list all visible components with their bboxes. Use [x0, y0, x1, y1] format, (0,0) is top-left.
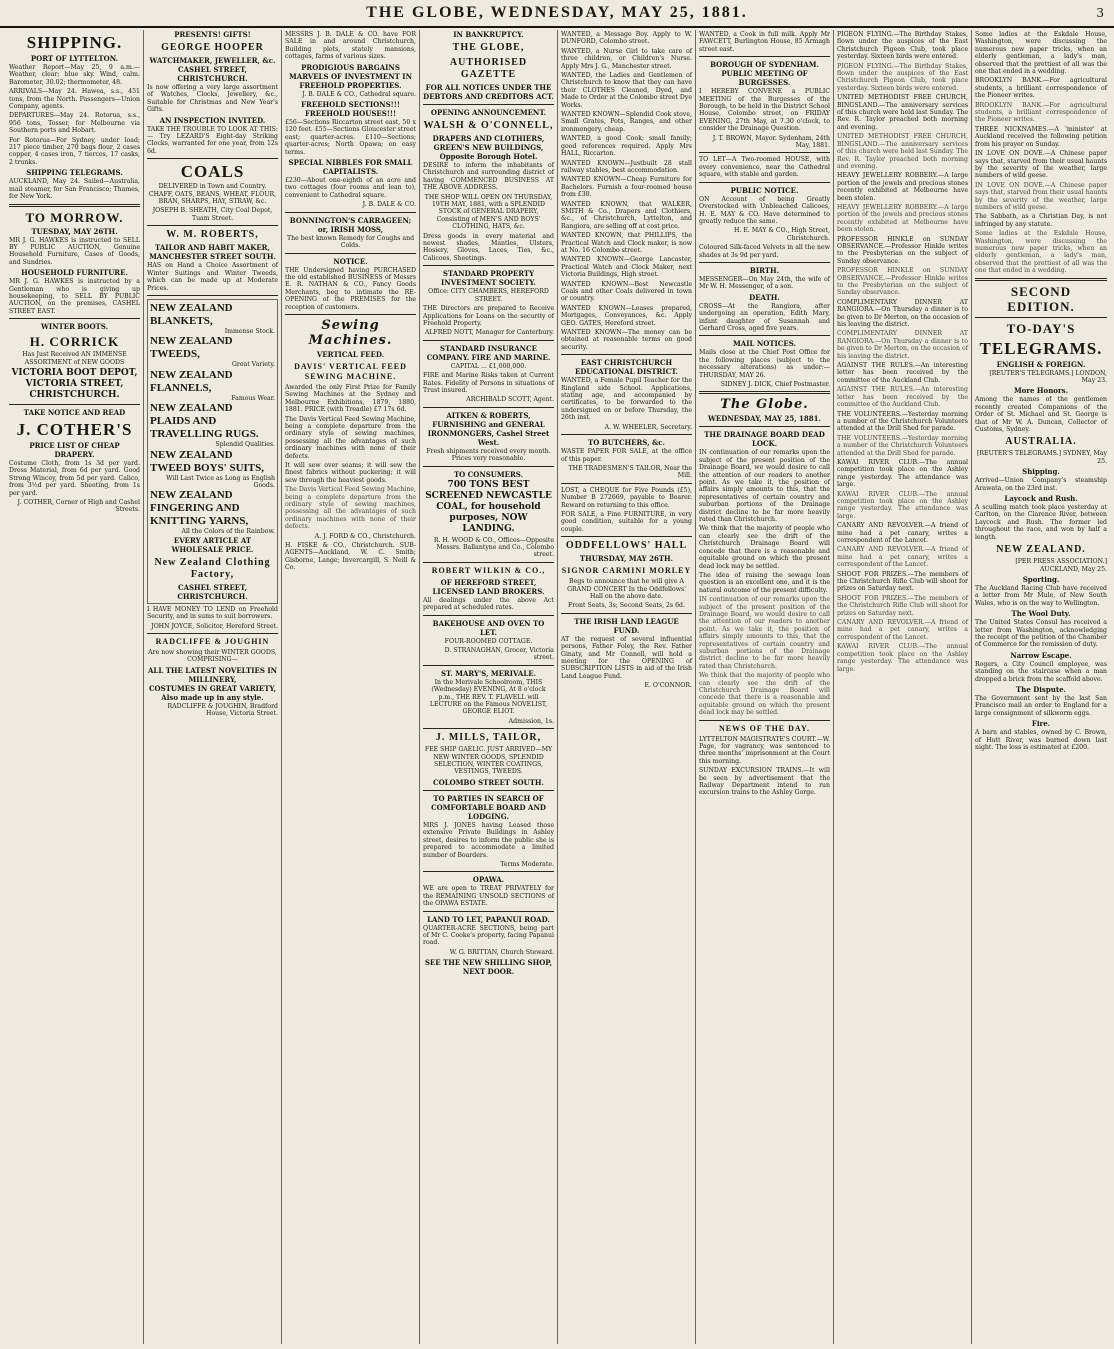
- nz-tweeds: NEW ZEALAND TWEEDS,: [150, 335, 233, 361]
- news-volunteers-cont: THE VOLUNTEERS.—Yesterday morning a number of the Christchurch Volunteers attended at the Drill Shed for parade.: [837, 434, 968, 457]
- silkworm-text: The Government sent by the last San Francisco mail an order to England for a large consignment of silkworm eggs.: [975, 694, 1107, 717]
- sporting-heading: Sporting.: [1022, 574, 1060, 584]
- radcliffe-heading: RADCLIFFE & JOUGHIN: [155, 636, 270, 646]
- news-methodist: UNITED METHODIST FREE CHURCH, BINGSLAND.—The anniversary services of this church were held last Sunday. The Rev. R. Taylor preached both morning and evening.: [837, 94, 968, 131]
- divider: [423, 728, 554, 729]
- insurance-text: FIRE and Marine Risks taken at Current Rates. Fidelity of Persons in situations of Trust insured.: [423, 372, 554, 394]
- consumers-heading: TO CONSUMERS.: [453, 469, 524, 479]
- nz-flannels: NEW ZEALAND FLANNELS,: [150, 368, 233, 394]
- teacher-wanted: WANTED, a Female Pupil Teacher for the Ringland side School. Applications, stating age, and accompanied by certificates, to be forwarded to the undersigned on or before Thursday, the 26th inst.: [561, 377, 692, 422]
- news-item-1: LYTTELTON MAGISTRATE'S COURT.—W. Page, for vagrancy, was sentenced to three months' imprisonment at the Court this morning.: [699, 735, 830, 765]
- walsh-text: DESIRE to inform the inhabitants of Christchurch and surrounding district of having COMMENCED BUSINESS AT THE ABOVE ADDRESS.: [423, 162, 554, 192]
- wool-duty-heading: The Wool Duty.: [1011, 609, 1071, 619]
- auction-text: MR J. G. HAWKES is instructed to SELL BY PUBLIC AUCTION, Genuine Household Furniture, Cases of Goods, and Sundries.: [9, 236, 140, 266]
- wanted-ad: WANTED KNOWN, that WALKER, SMITH & Co., Drapers and Clothiers, &c., of Christchurch, Lyttelton, and Rangiora, are selling off at cost price.: [561, 200, 692, 230]
- cother-price-list: Costume Cloth, from 1s 3d per yard. Dress Material, from 6d per yard. Good Strong Wincey, from 5d per yard. Calico, from 3½d per yard. Sheeting, from 1s per yard.: [9, 459, 140, 497]
- divider: [561, 434, 692, 435]
- sydenham-heading: BOROUGH OF SYDENHAM.: [710, 60, 819, 70]
- nz-plaids: NEW ZEALAND PLAIDS AND TRAVELLING RUGS.: [150, 402, 259, 441]
- reuter-sydney: [REUTER'S TELEGRAMS.] SYDNEY, May 25.: [976, 450, 1107, 465]
- shipping-heading: SHIPPING.: [26, 33, 123, 52]
- news-shoot-cont-2: CANARY AND REVOLVER.—A friend of mine had a pet canary, writes a correspondent of the Lancet.: [837, 619, 968, 641]
- sporting-text: The Auckland Racing Club have received a letter from Mr Mule, of New South Wales, who is on the way to Wellington.: [975, 584, 1107, 607]
- standard-property-heading: STANDARD PROPERTY INVESTMENT SOCIETY.: [441, 269, 536, 288]
- lost-cheque: LOST, a CHEQUE for Five Pounds (£5), Number B 272669, payable to Bearer. Reward on returning to this office.: [561, 486, 692, 509]
- news-dinner-cont: COMPLIMENTARY DINNER AT RANGIORA.—On Thursday a dinner is to be given to Dr Merton, on the occasion of his leaving the district.: [837, 330, 968, 360]
- new-zealand-heading: NEW ZEALAND.: [996, 544, 1086, 556]
- land-to-let-text: QUARTER-ACRE SECTIONS, being part of Mr C. Cooke's property, facing Papanui road.: [423, 924, 554, 947]
- cow-wanted: WANTED, a Cook in full milk. Apply Mr FAWCETT, Burlington House, 85 Armagh street east.: [699, 31, 830, 53]
- velvets-text: Coloured Silk-faced Velvets in all the new shades at 3s 9d per yard.: [699, 244, 830, 259]
- wanted-list: [561, 31, 692, 351]
- news-methodist-cont: UNITED METHODIST FREE CHURCH, BINGSLAND.—The anniversary services of this church were held last Sunday. The Rev. R. Taylor preached both morning and evening.: [837, 133, 968, 170]
- nz-boys-suits: NEW ZEALAND TWEED BOYS' SUITS,: [150, 448, 265, 474]
- wanted-ad: WANTED, a Nurse Girl to take care of three children, or Children's Nurse. Apply Mrs J. G., Manchester street.: [561, 47, 692, 70]
- port-heading: PORT OF LYTTELTON.: [30, 54, 119, 63]
- wanted-ad: WANTED, a Message Boy. Apply to W. DUNFORD, Colombo street.: [561, 31, 692, 46]
- tomorrow-heading: TO MORROW.: [25, 209, 124, 225]
- freehold-sections: FREEHOLD SECTIONS!!!: [301, 100, 400, 110]
- arrivals: ARRIVALS—May 24. Hawea, s.s., 451 tons, from the North. Passengers—Union Company, agents.: [9, 88, 140, 111]
- household-text: MR J. G. HAWKES is instructed by a Gentleman who is giving up housekeeping, to SELL BY PUBLIC AUCTION, on the premises, CASHEL STREET EAST.: [9, 278, 140, 315]
- oddfellows-heading: ODDFELLOWS' HALL: [565, 540, 688, 552]
- land-league-heading: THE IRISH LAND LEAGUE FUND.: [574, 616, 679, 635]
- coal-tons: 700 TONS BEST SCREENED NEWCASTLE COAL, for household purposes, NOW LANDING.: [425, 479, 552, 534]
- divider: [147, 295, 278, 296]
- shipping-text: For Rotorua—For Sydney, under load; 217 piece timber, 270 bags flour, 2 cases copper, 4 cases iron, 7 tierces, 17 casks, 2 trunks.: [9, 136, 140, 166]
- laycock-heading: Laycock and Rush.: [1004, 494, 1078, 504]
- corrick-heading: H. CORRICK: [29, 334, 120, 350]
- for-sale: FOR SALE, a Fine FURNITURE, in very good condition, suitable for a young couple.: [561, 510, 692, 533]
- opawa-text: WE are open to TREAT PRIVATELY for the REMAINING UNSOLD SECTIONS of the OPAWA ESTATE.: [423, 885, 554, 908]
- globe-masthead: The Globe.: [720, 397, 809, 413]
- newspaper-title: THE GLOBE, WEDNESDAY, MAY 25, 1881.: [366, 4, 748, 21]
- divider: [9, 404, 140, 405]
- news-heading: NEWS OF THE DAY.: [719, 723, 810, 733]
- narrow-escape-text: Rogers, a City Council employee, was standing on the staircase when a man dropped a brick from the scaffold above.: [975, 660, 1107, 683]
- shipping-telegrams-heading: SHIPPING TELEGRAMS.: [26, 168, 123, 178]
- divider: [561, 483, 692, 484]
- news-nicknames: THREE NICKNAMES.—A 'minister' at Auckland received the following petition from his prayer on Sunday.: [975, 125, 1107, 148]
- mills-heading: J. MILLS, TAILOR,: [435, 732, 542, 744]
- mills-text: FEE SHIP GAELIC. JUST ARRIVED—MY NEW WINTER GOODS, SPLENDID SELECTION, WINTER COATINGS, VESTINGS, TWEEDS.: [424, 746, 553, 776]
- fire-heading: Fire.: [1031, 719, 1051, 729]
- filler-text: The Davis Vertical Feed Sewing Machine, being a complete departure from the ordinary style of sewing machines, possessing all the advantages of such ordinary machines with none of their defects.: [285, 486, 416, 531]
- news-pigeon: PIGEON FLYING.—The Birthday Stakes, flown under the auspices of the East Christchurch Pigeon Club, took place yesterday. Sixteen birds were entered.: [837, 31, 968, 61]
- sections-list: £56—Sections Riccarton street east, 50 x 120 feet. £55—Sections Gloucester street east; quarter-acres. £110—Sections; quarter-acres; North Opawa; on easy terms.: [285, 119, 416, 156]
- money-to-lend: I HAVE MONEY TO LEND on Freehold Security, and in sums to suit borrowers.: [147, 605, 278, 621]
- news-sabbath: The Sabbath, as a Christian Day, is not infringed by any statute.: [975, 213, 1107, 228]
- news-shoot: SHOOT FOR PRIZES.—The members of the Christchurch Rifle Club will shoot for prizes on Saturday next.: [837, 570, 968, 593]
- dale-signature-2: J. B. DALE & CO.: [362, 201, 416, 209]
- hooper-heading: GEORGE HOOPER: [161, 42, 264, 53]
- divider: [423, 340, 554, 341]
- news-rules: AGAINST THE RULES.—An interesting letter has been received by the committee of the Auckland Club.: [837, 362, 968, 384]
- tradesmen-tailor: THE TRADESMEN'S TAILOR, Near the Mill.: [568, 464, 692, 480]
- divider: [423, 615, 554, 616]
- davis-features-extra: [285, 486, 416, 530]
- news-canary-cont: CANARY AND REVOLVER.—A friend of mine had a pet canary, writes a correspondent of the Lancet.: [837, 546, 968, 569]
- roberts-subheading: TAILOR AND HABIT MAKER, MANCHESTER STREET SOUTH.: [149, 243, 276, 262]
- house-to-let: TO LET—A Two-roomed HOUSE, with every convenience, near the Cathedral square, with stable and garden.: [699, 156, 830, 179]
- editorial-cont-2: We think that the majority of people who can clearly see the drift of the Christchurch Drainage Board will concede that there is a reasonable and equitable ground on which the present dead lock may be settled.: [699, 672, 830, 717]
- brittan-signature: W. G. BRITTAN, Church Steward.: [449, 948, 554, 956]
- shipping-telegram: Arrived—Union Company's steamship Arawata, on the 23rd inst.: [975, 477, 1107, 492]
- wanted-ad: WANTED KNOWN—Best Newcastle Coals and other Coals delivered in town or country.: [561, 280, 692, 303]
- gazette-heading: AUTHORISED GAZETTE: [449, 57, 528, 80]
- wanted-ad: WANTED KNOWN—Splendid Cook stove, Small Grates, Pots, Ranges, and other ironmongery, cheap.: [561, 111, 692, 133]
- nz-flannels-note: Famous Wear.: [231, 394, 275, 402]
- wanted-ad: WANTED, a good Cook; small family; good references required. Apply Mrs HALL, Riccarton.: [561, 135, 692, 158]
- divider: [147, 633, 278, 634]
- lecture-text: In the Merivale Schoolroom, THIS (Wednesday) EVENING, At 8 o'clock p.m., THE REV. T. FLAVELL will LECTURE on the Famous NOVELIST, GEORGE ELIOT.: [429, 678, 548, 716]
- wanted-ad: WANTED KNOWN—The money can be obtained at reasonable terms on good security.: [561, 329, 692, 351]
- news-volunteers: THE VOLUNTEERS.—Yesterday morning a number of the Christchurch Volunteers attended at the Drill Shed for parade.: [837, 410, 968, 433]
- hooper-address: CASHEL STREET, CHRISTCHURCH.: [177, 65, 248, 83]
- divider: [561, 354, 692, 355]
- divider: [423, 665, 554, 666]
- second-edition-heading: SECOND EDITION.: [1007, 283, 1075, 314]
- column-5: [558, 30, 696, 1344]
- shipping-telegrams-text: AUCKLAND, May 24. Sailed—Australia, mail steamer, for San Francisco; Thames, for New York.: [9, 178, 140, 201]
- winter-boots-heading: WINTER BOOTS.: [40, 322, 109, 332]
- divider: [285, 314, 416, 315]
- public-notice-text: ON Account of being Greatly Overstocked with Unbleached Calicoes, H. E. MAY & CO. Have determined to greatly reduce the same.: [699, 195, 830, 225]
- news-kawai: KAWAI RIVER CLUB.—The annual competition took place on the Ashley range yesterday. The attendance was large.: [837, 458, 968, 489]
- divider: [561, 613, 692, 614]
- bakehouse-heading: BAKEHOUSE AND OVEN TO LET.: [432, 618, 545, 637]
- mail-notices-heading: MAIL NOTICES.: [733, 339, 796, 349]
- nz-tweeds-note: Great Variety.: [231, 361, 275, 369]
- household-heading: HOUSEHOLD FURNITURE.: [21, 268, 128, 278]
- news-ladies: Some ladies at the Eskdale House, Washington, were discussing the numerous new paper tricks, when an elderly gentleman, a lady's man, observed that the prettiest of all was the one that ended in a wedding.: [975, 31, 1107, 76]
- standard-property-text: THE Directors are prepared to Receive Applications for Loans on the security of Freehold Property.: [423, 305, 554, 327]
- shipping-subheading: Shipping.: [1022, 467, 1060, 477]
- wilkin-text: All dealings under the above Act prepared at scheduled rates.: [423, 596, 554, 612]
- dick-signature: SIDNEY J. DICK, Chief Postmaster.: [720, 381, 830, 388]
- divider: [423, 562, 554, 563]
- editorial-cont-1: IN continuation of our remarks upon the subject of the present position of the Drainage Board, we would desire to call the attention of our readers to another point. As we take it, the position of affairs simply amounts to this, that the representatives of certain country and suburban portions of the Drainage district decline to be far more heavily rated than Christchurch.: [699, 596, 830, 670]
- inspection-invited: AN INSPECTION INVITED.: [159, 115, 266, 125]
- news-shoot-cont-3: KAWAI RIVER CLUB.—The annual competition took place on the Ashley range yesterday. The attendance was large.: [837, 643, 968, 673]
- news-hinkle: PROFESSOR HINKLE on SUNDAY OBSERVANCE.—Professor Hinkle writes to the Presbyterian on the subject of Sunday observance.: [837, 235, 968, 265]
- divider: [975, 278, 1107, 281]
- todays-heading: TO-DAY'S: [1006, 320, 1076, 336]
- news-robbery: HEAVY JEWELLERY ROBBERY.—A large portion of the jewels and precious stones recently exhibited at Melbourne have been stolen.: [837, 172, 968, 202]
- mail-text: Mails close at the Chief Post Office for the following places (subject to the necessary alterations) as under:— THURSDAY, MAY 26.: [699, 349, 830, 379]
- news-shoot-cont: SHOOT FOR PRIZES.—The members of the Christchurch Rifle Club will shoot for prizes on Saturday next.: [837, 594, 968, 617]
- radcliffe-text: Are now showing their WINTER GOODS, COMPRISING—: [148, 648, 277, 664]
- column-3: [282, 30, 420, 1344]
- news-kawai-cont: KAWAI RIVER CLUB.—The annual competition took place on the Ashley range yesterday. The attendance was large.: [837, 490, 968, 520]
- telegrams-heading: TELEGRAMS.: [979, 338, 1103, 358]
- nz-boys-suits-note: Will Last Twice as Long as English Goods.: [166, 474, 275, 489]
- wilkin-heading: ROBERT WILKIN & CO.,: [431, 565, 546, 575]
- victoria-boot-depot: VICTORIA BOOT DEPOT, VICTORIA STREET, CHRISTCHURCH.: [11, 367, 138, 400]
- divider: [285, 212, 416, 213]
- divider: [423, 104, 554, 105]
- roberts-heading: W. M. ROBERTS,: [166, 229, 259, 241]
- wood-signature: R. H. WOOD & CO., Offices—Opposite Messrs. Ballantyne and Co., Colombo street.: [433, 536, 554, 559]
- cother-heading: J. COTHER'S: [16, 419, 133, 439]
- scott-signature: ARCHIBALD SCOTT, Agent.: [466, 396, 554, 404]
- editorial-p3: The idea of raising the sewage loan question is an excellent one, and it is the natural outcome of the present difficulty.: [699, 571, 830, 594]
- news-hinkle-cont: PROFESSOR HINKLE on SUNDAY OBSERVANCE.—Professor Hinkle writes to the Presbyterian on the subject of Sunday observance.: [837, 267, 968, 297]
- column-2: [144, 30, 282, 1344]
- nz-blankets: NEW ZEALAND BLANKETS,: [150, 301, 233, 327]
- roberts-text: HAS on Hand a Choice Assortment of Winter Suitings and Winter Tweeds, which can be made up at Moderate Prices.: [147, 262, 278, 292]
- public-meeting-heading: PUBLIC MEETING OF BURGESSES.: [721, 69, 808, 88]
- death-text: CROSS—At the Rangiora, after undergoing an operation, Edith Mary, infant daughter of Susannah and Gerhard Cross, aged five years.: [699, 302, 830, 332]
- latest-novelties: ALL THE LATEST NOVELTIES IN MILLINERY,: [148, 665, 277, 684]
- joyce-signature: JOHN JOYCE, Solicitor, Hereford Street.: [151, 622, 278, 630]
- wheeler-signature: A. W. WHEELER, Secretary.: [604, 423, 692, 431]
- every-article: EVERY ARTICLE AT WHOLESALE PRICE.: [171, 535, 254, 554]
- shop-opening: THE SHOP WILL OPEN ON THURSDAY, 19TH MAY, 1881, with a SPLENDID STOCK of GENERAL DRAPERY, Consisting of MEN'S AND BOYS' CLOTHING, HATS, &c.: [424, 193, 553, 231]
- sewing-machines-heading: Sewing Machines.: [308, 317, 393, 348]
- column-4: [420, 30, 558, 1344]
- divider: [699, 391, 830, 394]
- tomorrow-date: TUESDAY, MAY 26TH.: [31, 226, 118, 236]
- more-honors-text: Among the names of the gentlemen recently created Companions of the Order of St. Michael and St. George is that of Mr W. A. Duncan, Collector of Customs, Sydney.: [975, 396, 1107, 434]
- aitken-heading: AITKEN & ROBERTS, FURNISHING and GENERAL IRONMONGERS, Cashel Street West.: [427, 410, 550, 447]
- english-foreign-heading: ENGLISH & FOREIGN.: [996, 359, 1086, 369]
- newspaper-columns: [6, 30, 1110, 1344]
- standard-insurance-heading: STANDARD INSURANCE COMPANY. FIRE AND MARINE.: [426, 343, 551, 362]
- news-bank: BROOKLYN BANK.—For agricultural students, a brilliant correspondence of the Pioneer writes.: [975, 77, 1107, 100]
- cother-subheading: PRICE LIST OF CHEAP DRAPERY.: [29, 440, 120, 459]
- marvels-of-investment: MARVELS OF INVESTMENT IN FREEHOLD PROPERTIES.: [289, 71, 412, 90]
- davis-features: It will sew over seams; it will sew the finest fabrics without puckering; it will sew through the heaviest goods.: [285, 462, 416, 484]
- st-marys-heading: ST. MARY'S, MERIVALE.: [440, 668, 537, 678]
- silkworm-heading: The Dispute.: [1016, 684, 1066, 694]
- wanted-ad: WANTED, the Ladies and Gentlemen of Christchurch to know that they can have their CLOTHES Cleaned, Dyed, and Made to Order at the Colombo street Dye Works.: [561, 72, 692, 109]
- aitken-text: Fresh shipments received every month. Prices very reasonable.: [426, 447, 551, 463]
- drainage-heading: THE DRAINAGE BOARD DEAD LOCK.: [704, 430, 825, 449]
- hooper-text: Is now offering a very large assortment of Watches, Clocks, Jewellery, &c., Suitable for Christmas and New Year's Gifts.: [147, 84, 278, 114]
- notice-heading: NOTICE.: [333, 256, 368, 266]
- departures: DEPARTURES—May 24. Rotorua, s.s., 956 tons, Tosser, for Melbourne via Southern ports and Hobart.: [9, 112, 140, 135]
- radcliffe-signature: RADCLIFFE & JOUGHIN, Bradford House, Victoria Street.: [167, 702, 278, 718]
- opawa-heading: OPAWA.: [472, 875, 505, 885]
- land-league-text: AT the request of several influential persons, Father Foley, the Rev. Father Ginaty, and Mr Connell, will hold a meeting for the OPENING of SUBSCRIPTION LISTS in aid of the Irish Land League Fund.: [561, 635, 692, 680]
- public-notice-heading: PUBLIC NOTICE.: [730, 185, 799, 195]
- board-text: MRS J. JONES having Leased those extensive Private Buildings in Ashley street, desires to inform the public she is prepared to accommodate a limited number of Boarders.: [423, 821, 554, 859]
- divider: [699, 720, 830, 721]
- concert-text: Begs to announce that he will give A GRAND CONCERT In the Oddfellows' Hall on the above date.: [567, 578, 686, 600]
- news-dove: IN LOVE ON DOVE.—A Chinese paper says that, starved from their usual haunts by the severity of the weather, large numbers of wild geese.: [975, 150, 1107, 180]
- press-association: [PER PRESS ASSOCIATION.] AUCKLAND, May 25.: [1015, 558, 1107, 573]
- divider: [147, 158, 278, 159]
- column-8: [972, 30, 1110, 1344]
- notice-text: THE Undersigned having PURCHASED the old established BUSINESS of Messrs E. R. NATHAN & CO., Fancy Goods Merchants, beg to intimate the RE-OPENING of the PREMISES for the reception of customers.: [285, 266, 416, 311]
- cottage: FOUR-ROOMED COTTAGE.: [444, 637, 533, 645]
- editorial-p1: IN continuation of our remarks upon the subject of the present position of the Drainage Board, we would desire to call the attention of our readers to another point. As we take it, the position of affairs simply amounts to this, that the representatives of certain country and suburban portions of the Drainage district decline to be far more heavily rated than Christchurch.: [699, 449, 830, 524]
- divider: [423, 466, 554, 467]
- coals-text: DELIVERED in Town and Country. CHAFF, OATS, BEANS, WHEAT, FLOUR, BRAN, SHARPS, HAY, STRAW, &c.: [148, 183, 277, 206]
- death-heading: DEATH.: [749, 292, 780, 302]
- sheath-signature: JOSEPH B. SHEATH, City Coal Depot, Tuam Street.: [152, 207, 273, 222]
- divider: [699, 152, 830, 153]
- land-to-let-heading: LAND TO LET, PAPANUI ROAD.: [427, 914, 550, 924]
- editorial-p2: We think that the majority of people who can clearly see the drift of the Christchurch Drainage Board will concede that there is a reasonable and equitable ground on which the present dead lock may be settled.: [699, 525, 830, 570]
- divider: [423, 265, 554, 266]
- davis-award-text: Awarded the only First Prize for Family Sewing Machines at the Sydney and Melbourne Exhibitions, 1879, 1880, 1881. PRICE (with Treadle) £7 17s 6d.: [285, 383, 416, 414]
- bonnington-text: The best known Remedy for Coughs and Colds.: [286, 234, 415, 250]
- admission-prices: Front Seats, 3s; Second Seats, 2s 6d.: [568, 602, 685, 610]
- special-nibbles: SPECIAL NIBBLES FOR SMALL CAPITALISTS.: [288, 158, 413, 177]
- divider: [285, 253, 416, 254]
- divider: [975, 317, 1107, 318]
- presents-heading: PRESENTS! GIFTS!: [174, 30, 251, 39]
- stranaghan-signature: D. STRANAGHAN, Grocer, Victoria street.: [444, 647, 554, 662]
- column-6: [696, 30, 834, 1344]
- lezard-text: TAKE THE TROUBLE TO LOOK AT THIS:— Try LEZARD'S Eight-day Striking Clocks, warranted for one year, from 12s 6d.: [147, 125, 278, 155]
- morley-heading: SIGNOR CARMINI MORLEY: [561, 566, 692, 576]
- wanted-ad: WANTED KNOWN, that PHILLIPS, the Practical Watch and Clock maker, is now at No. 16 Colombo street.: [561, 232, 692, 254]
- coals-heading: COALS: [180, 162, 245, 182]
- news-pigeon-cont: PIGEON FLYING.—The Birthday Stakes, flown under the auspices of the East Christchurch Pigeon Club, took place yesterday. Sixteen birds were entered.: [837, 62, 968, 92]
- globe-date: WEDNESDAY, MAY 25, 1881.: [708, 414, 821, 424]
- walsh-goods: Dress goods in every material and newest shades, Mantles, Ulsters, Hosiery, Gloves, Laces, Ties, &c., Calicoes, Sheetings.: [423, 232, 554, 262]
- wilkin-subheading: OF HEREFORD STREET, LICENSED LAND BROKERS.: [432, 577, 545, 596]
- news-canary: CANARY AND REVOLVER.—A friend of mine had a pet canary, writes a correspondent of the Lancet.: [837, 522, 968, 544]
- australia-heading: AUSTRALIA.: [1005, 436, 1077, 448]
- divider: [699, 426, 830, 427]
- divider: [9, 204, 140, 207]
- wool-duty-text: The United States Consul has received a letter from Washington, acknowledging the receipt of the petition of the Chamber of Commerce for the remission of duty.: [975, 619, 1107, 649]
- news-rules-cont: AGAINST THE RULES.—An interesting letter has been received by the committee of the Auckland Club.: [837, 386, 968, 409]
- nibbles-text: £230—About one-eighth of an acre and two cottages (four rooms and lean to), convenient to Cathedral square.: [285, 177, 416, 199]
- birth-text: MESSENGER—On May 24th, the wife of Mr W. H. Messenger, of a son.: [699, 275, 830, 291]
- globe-heading: THE GLOBE,: [452, 42, 525, 53]
- news-sabbath-cont: Some ladies at the Eskdale House, Washington, were discussing the numerous new paper tricks, when an elderly gentleman, a lady's man, observed that the prettiest of all was the one that ended in a wedding.: [975, 230, 1107, 275]
- page-number: 3: [1096, 6, 1104, 20]
- may-signature: H. E. MAY & CO., High Street, Christchurch.: [734, 227, 830, 242]
- meeting-text: I HEREBY CONVENE a PUBLIC MEETING of the Burgesses of the Borough, to be held in the District School House, Colombo street, on FRIDAY EVENING, 27th May, at 7.30 o'clock, to consider the Drainage Question.: [699, 88, 830, 133]
- standard-property-office: Office: CITY CHAMBERS, HEREFORD STREET.: [428, 288, 549, 303]
- news-dove-cont: IN LOVE ON DOVE.—A Chinese paper says that, starved from their usual haunts by the severity of the weather, large numbers of wild geese.: [975, 181, 1107, 211]
- column-7: [834, 30, 972, 1344]
- news-bank-cont: BROOKLYN BANK.—For agricultural students, a brilliant correspondence of the Pioneer writes.: [975, 101, 1107, 124]
- opening-announcement: OPENING ANNOUNCEMENT.: [430, 108, 547, 117]
- admission: Admission, 1s.: [508, 717, 554, 725]
- board-heading: TO PARTIES IN SEARCH OF COMFORTABLE BOARD AND LODGING.: [431, 793, 546, 821]
- terms-moderate: Terms Moderate.: [500, 860, 554, 868]
- bankruptcy-heading: IN BANKRUPTCY.: [453, 30, 524, 39]
- divider: [147, 225, 278, 226]
- mills-address: COLOMBO STREET SOUTH.: [433, 777, 544, 787]
- costumes: COSTUMES IN GREAT VARIETY, Also made up in any style.: [148, 683, 277, 702]
- brown-signature: J. T. BROWN, Mayor. Sydenham, 24th May, 1881.: [712, 134, 830, 150]
- shilling-shop: SEE THE NEW SHILLING SHOP, NEXT DOOR.: [424, 958, 553, 977]
- hooper-subheading: WATCHMAKER, JEWELLER, &c.: [149, 56, 276, 65]
- wanted-ad: WANTED KNOWN—George Lancaster, Practical Watch and Clock Maker, next Victoria Buildings, High street.: [561, 256, 692, 279]
- birth-heading: BIRTH.: [749, 265, 780, 275]
- nz-yarns-note: All the Colors of the Rainbow.: [181, 528, 275, 536]
- reuter-london: [REUTER'S TELEGRAMS.] LONDON, May 23.: [989, 369, 1107, 384]
- walsh-subheading: DRAPERS AND CLOTHIERS, GREEN'S NEW BUILDINGS, Opposite Borough Hotel.: [432, 134, 545, 161]
- prodigious-bargains: PRODIGIOUS BARGAINS: [301, 62, 400, 72]
- nott-signature: ALFRED NOTT, Manager for Canterbury.: [424, 329, 554, 337]
- news-robbery-cont: HEAVY JEWELLERY ROBBERY.—A large portion of the jewels and precious stones recently exhibited at Melbourne have been stolen.: [837, 203, 968, 234]
- davis-description: The Davis Vertical Feed Sewing Machine, being a complete departure from the ordinary style of sewing machines, possessing all the advantages of such ordinary machines with none of their defects.: [285, 415, 416, 460]
- ford-signature: A. J. FORD & CO., Christchurch.: [314, 532, 416, 540]
- news-dinner: COMPLIMENTARY DINNER AT RANGIORA.—On Thursday a dinner is to be given to Dr Merton, on the occasion of his leaving the district.: [837, 298, 968, 329]
- bonnington-heading: BONNINGTON'S CARRAGEEN; or, IRISH MOSS,: [289, 215, 412, 234]
- fiske-agents: H. FISKE & CO., Christchurch. SUB-AGENTS—Auckland, W. C. Smith; Gisborne, Lange; Invercargill, S. Neill & Co.: [285, 542, 416, 572]
- wanted-ad: WANTED KNOWN—Justbuilt 28 stall railway stables, best accommodation.: [561, 159, 692, 174]
- oddfellows-date: THURSDAY, MAY 26TH.: [579, 554, 674, 564]
- divider: [699, 335, 830, 336]
- laycock-text: A sculling match took place yesterday at Carlton, on the Clarence River, between Laycock and Rush. The former led throughout the race, and won by half a length.: [975, 504, 1107, 541]
- nz-blankets-note: Immense Stock.: [224, 327, 275, 335]
- weather-report: Weather Report—May 25, 9 a.m.—Weather, clear; blue sky. Wind, calm. Barometer, 30.02; thermometer, 48.: [9, 64, 140, 86]
- waste-paper: WASTE PAPER FOR SALE, at the office of this paper.: [561, 448, 692, 463]
- corrick-text: Has Just Received AN IMMENSE ASSORTMENT of NEW GOODS: [22, 351, 127, 366]
- dale-signature: J. B. DALE & CO., Cathedral square.: [302, 90, 416, 98]
- wanted-ad: WANTED KNOWN—Leases prepared, Mortgages, Conveyances, &c. Apply GEO. GATES, Hereford street.: [561, 304, 692, 327]
- divider: [699, 56, 830, 57]
- davis-heading: DAVIS' VERTICAL FEED SEWING MACHINE.: [294, 361, 407, 381]
- wanted-ad: WANTED KNOWN—Cheap Furniture for Bachelors. Furnish a four-roomed house from £30.: [561, 176, 692, 199]
- divider: [561, 536, 692, 537]
- nz-yarns: NEW ZEALAND FINGERING AND KNITTING YARNS,: [150, 489, 249, 528]
- narrow-escape-heading: Narrow Escape.: [1010, 650, 1072, 660]
- nz-clothing-ad: [147, 299, 278, 604]
- news-item-2: SUNDAY EXCURSION TRAINS.—It will be seen by advertisement that the Railway Department intend to run excursion trains to the Ashley Gorge.: [699, 767, 830, 797]
- walsh-heading: WALSH & O'CONNELL,: [423, 120, 554, 131]
- divider: [423, 407, 554, 408]
- column-1: [6, 30, 144, 1344]
- vertical-feed: VERTICAL FEED.: [316, 349, 385, 359]
- divider: [423, 871, 554, 872]
- butchers-heading: TO BUTCHERS, &c.: [587, 438, 665, 448]
- freehold-houses: FREEHOLD HOUSES!!!: [304, 109, 397, 119]
- more-honors-heading: More Honors.: [1013, 386, 1069, 396]
- nz-clothing-factory: New Zealand Clothing Factory,: [154, 556, 271, 580]
- gazette-subheading: FOR ALL NOTICES UNDER THE DEBTORS AND CREDITORS ACT.: [423, 83, 554, 101]
- divider: [423, 790, 554, 791]
- capital: CAPITAL ... £1,000,000.: [450, 362, 527, 370]
- dale-text: MESSRS J. B. DALE & CO. have FOR SALE in and around Christchurch, Building plots, stately mansions, cottages, farms of various sizes.: [285, 31, 416, 61]
- education-district-heading: EAST CHRISTCHURCH EDUCATIONAL DISTRICT.: [575, 358, 678, 377]
- divider: [423, 911, 554, 912]
- divider: [699, 262, 830, 263]
- take-notice-heading: TAKE NOTICE AND READ: [23, 407, 126, 417]
- fire-text: A barn and stables, owned by C. Brown, of Hutt River, was burned down last night. The loss is estimated at £200.: [975, 729, 1107, 751]
- nz-clothing-address: CASHEL STREET, CHRISTCHURCH.: [177, 582, 248, 601]
- oconnor-signature: E. O'CONNOR.: [644, 682, 692, 690]
- divider: [699, 182, 830, 183]
- nz-plaids-note: Splendid Qualities.: [215, 441, 275, 449]
- divider: [9, 318, 140, 319]
- masthead: [0, 0, 1114, 28]
- cother-signature: J. COTHER, Corner of High and Cashel Streets.: [17, 499, 140, 514]
